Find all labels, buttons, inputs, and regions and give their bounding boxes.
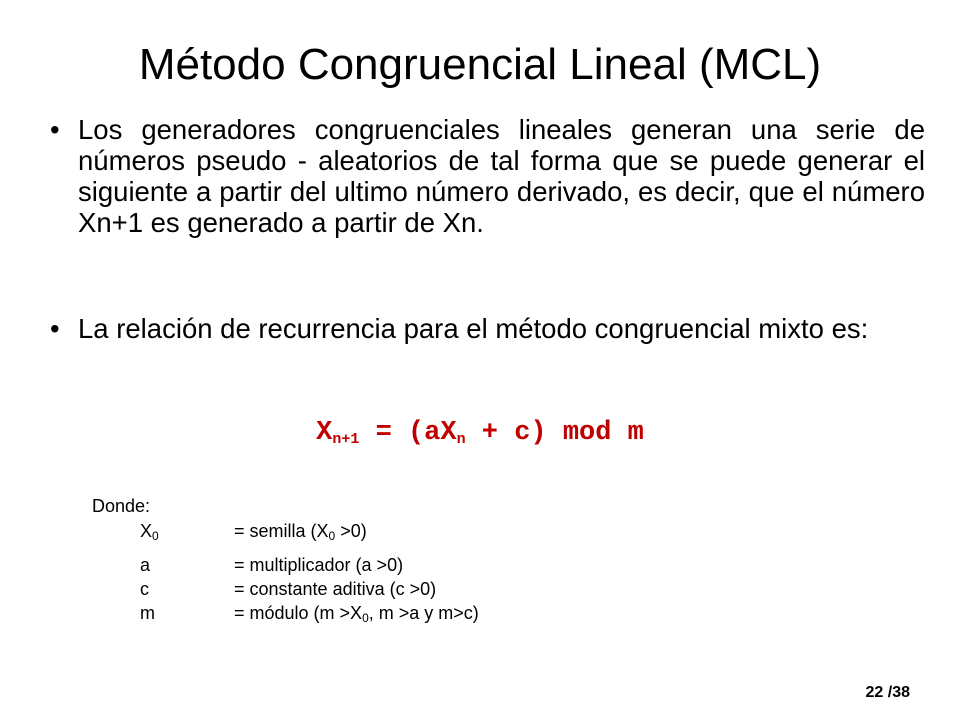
definition-row xyxy=(92,521,367,543)
formula-lhs-subscript: n+1 xyxy=(332,431,360,448)
definition-description xyxy=(234,521,367,543)
bullet-item xyxy=(50,313,925,344)
bullet-text: Los generadores congruenciales lineales generan una serie de números pseudo - aleatorios de tal forma que se puede generar el siguiente a partir del ultimo número derivado, es decir, que el número Xn+1 es generado a partir de Xn. xyxy=(78,114,925,238)
description-subscript: 0 xyxy=(362,611,369,625)
definition-symbol: c xyxy=(140,579,149,599)
description-tail: >0) xyxy=(335,521,367,541)
symbol-subscript: 0 xyxy=(152,529,159,543)
definition-symbol xyxy=(140,521,159,543)
page-total: /38 xyxy=(887,684,910,701)
bullet-item xyxy=(50,114,925,238)
formula-lhs-var: X xyxy=(316,418,333,448)
page-current: 22 xyxy=(865,684,884,701)
definition-row xyxy=(92,603,479,625)
definition-row xyxy=(92,555,404,577)
bullet-marker: • xyxy=(50,114,60,145)
description-subscript: 0 xyxy=(328,529,336,543)
definition-description: = multiplicador (a >0) xyxy=(234,555,404,575)
definition-symbol: m xyxy=(140,603,155,623)
bullet-marker: • xyxy=(50,313,60,344)
description-text: = semilla (X xyxy=(234,521,329,541)
definition-description: = constante aditiva (c >0) xyxy=(234,579,437,599)
formula-rhs: + c) mod m xyxy=(465,418,644,448)
definitions-heading: Donde: xyxy=(92,496,151,516)
bullet-text: La relación de recurrencia para el método congruencial mixto es: xyxy=(78,313,869,344)
symbol-text: X xyxy=(140,521,153,541)
definition-description xyxy=(234,603,479,625)
description-text: = módulo (m >X xyxy=(234,603,363,623)
page-number xyxy=(866,684,911,702)
definition-symbol: a xyxy=(140,555,151,575)
description-tail: , m >a y m>c) xyxy=(368,603,479,623)
definition-row xyxy=(92,579,437,601)
formula-middle-subscript: n xyxy=(456,431,466,448)
slide-title: Método Congruencial Lineal (MCL) xyxy=(138,40,822,89)
formula-middle: = (aX xyxy=(359,418,457,448)
definitions-block xyxy=(92,496,479,627)
recurrence-formula xyxy=(0,418,960,448)
